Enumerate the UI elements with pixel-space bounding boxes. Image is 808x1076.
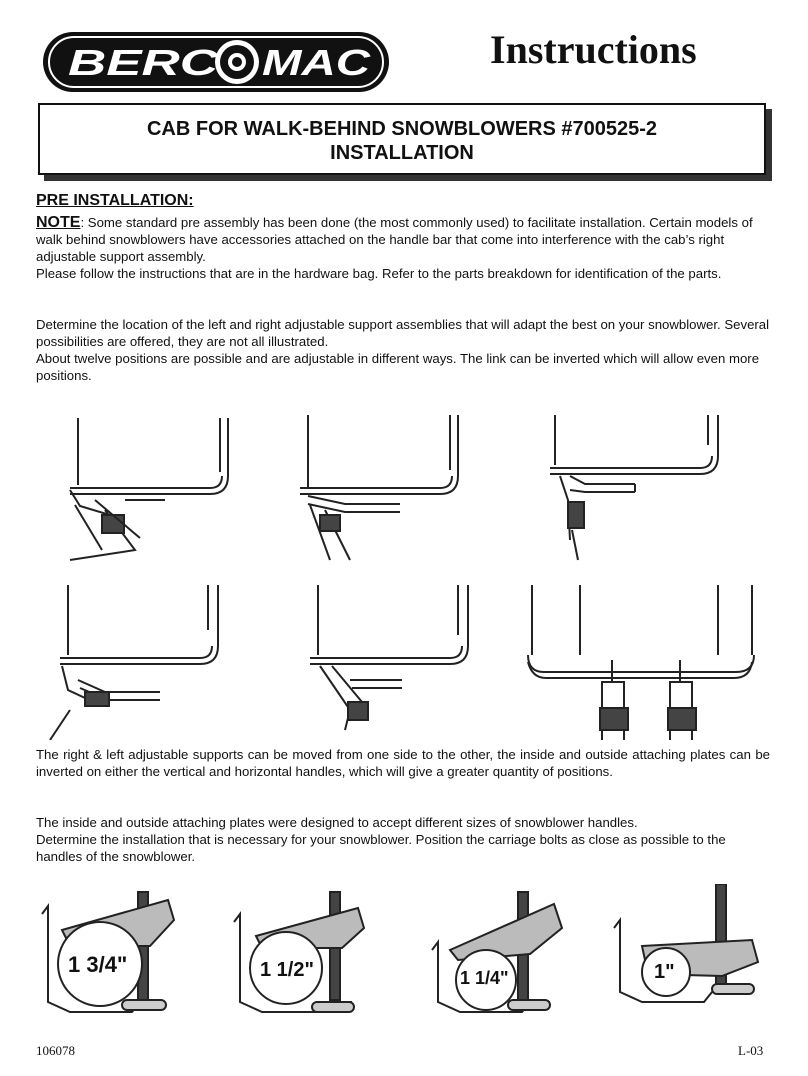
position-diagram-3 <box>550 415 718 560</box>
mounting-positions-illustration <box>40 410 780 740</box>
note-text: : Some standard pre assembly has been done (the most commonly used) to facilitate installation. Certain models of walk behind snowblowers have accessories attached on the handle bar that come into interference with the cab’s right adjustable support assembly. <box>36 215 753 264</box>
bercomac-logo <box>40 26 392 98</box>
note-label: NOTE <box>36 214 81 231</box>
handle-diagram-2 <box>234 892 364 1012</box>
handle-size-label-4: 1" <box>654 961 675 983</box>
adjustable-supports-paragraph: The right & left adjustable supports can be moved from one side to the other, the inside and outside attaching plates can be inverted on either the vertical and horizontal handles, which will give a greater quantity of positions. <box>36 747 770 779</box>
position-diagram-5 <box>310 585 468 730</box>
svg-text:MAC: MAC <box>262 42 372 83</box>
position-diagram-1 <box>70 418 228 560</box>
document-title-line2: INSTALLATION <box>330 142 474 164</box>
position-diagram-4 <box>50 585 218 740</box>
position-diagram-6 <box>528 585 754 740</box>
installation-paragraph: Determine the installation that is necessary for your snowblower. Position the carriage bolts as close as possible to the handles of the snowblower. <box>36 832 726 864</box>
document-title-box <box>38 103 766 175</box>
determine-location-paragraph: Determine the location of the left and right adjustable support assemblies that will adapt the best on your snowblower. Several possibilities are offered, they are not all illustrated. <box>36 317 770 349</box>
handle-size-label-1: 1 3/4" <box>68 952 128 977</box>
handle-size-illustration <box>40 884 770 1024</box>
attaching-plates-paragraph: The inside and outside attaching plates were designed to accept different sizes of snowblower handles. <box>36 815 638 830</box>
svg-text:BERC: BERC <box>68 42 220 83</box>
handle-size-label-2: 1 1/2" <box>260 959 314 981</box>
instructions-title: Instructions <box>490 27 697 72</box>
hardware-paragraph: Please follow the instructions that are in the hardware bag. Refer to the parts breakdown for identification of the parts. <box>36 266 722 281</box>
handle-diagram-1 <box>42 892 174 1012</box>
footer-part-number: 106078 <box>36 1043 75 1058</box>
footer-revision: L-03 <box>738 1043 764 1058</box>
positions-paragraph: About twelve positions are possible and are adjustable in different ways. The link can be inverted which will allow even more positions. <box>36 351 760 383</box>
handle-diagram-4 <box>614 884 758 1002</box>
position-diagram-2 <box>300 415 458 560</box>
handle-diagram-3 <box>432 892 562 1012</box>
note-paragraph <box>36 214 770 265</box>
document-title-line1: CAB FOR WALK-BEHIND SNOWBLOWERS #700525-2 <box>146 118 658 140</box>
handle-size-label-3: 1 1/4" <box>460 968 509 988</box>
pre-installation-heading: PRE INSTALLATION: <box>36 192 194 209</box>
